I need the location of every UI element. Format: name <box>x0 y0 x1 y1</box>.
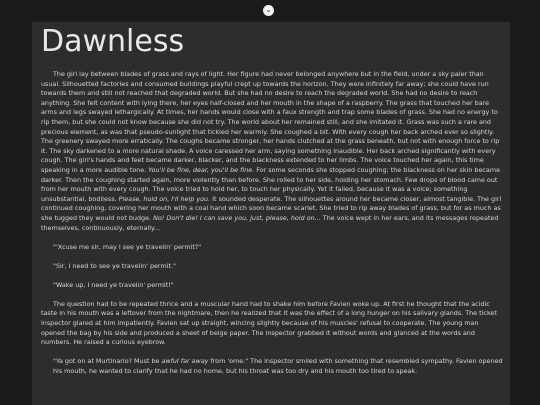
text-run: from 'ome." The inspector smiled with something that resembled sympathy. Favien opened his mouth, he wanted to clarify that he had no home, but his throat was too dry and his mouth too tired to speak. <box>53 357 503 375</box>
top-bar <box>0 0 540 22</box>
story-page <box>32 22 510 405</box>
text-run: The question had to be repeated thrice and a muscular hand had to shake him before Favien woke up. At first he thought that the acidic taste in his mouth was a leftover from the nightmare, then he realized that it was the effect of a long hunger on his salivary glands. The ticket inspector glared at him impatiently. Favien sat up straight, wincing slightly because of his muscles' refusal to cooperate. The young man opened the bag by his side and produced a sheet of beige paper. The inspector grabbed it without words and glanced at the words and numbers. He raised a curious eyebrow. <box>41 299 497 347</box>
story-paragraph-quote <box>41 262 503 272</box>
text-run: The voice wept in her ears, and its messages repeated themselves, continuously, eternally... <box>41 213 499 232</box>
story-paragraph-quote <box>41 243 503 253</box>
italic-text: You'll be fine, dear, you'll be fine. <box>148 165 255 174</box>
italic-text: Please, hold on, I'll help you. <box>118 194 211 203</box>
story-body <box>41 70 503 386</box>
story-paragraph <box>41 300 503 348</box>
text-run: The girl lay between blades of grass and rays of light. Her figure had never belonged anywhere but in the field, under a sky paler than usual. Silhouetted factories and consumed buildings playful crept up towards the horizon. They were infinitely far away; she could have run towards them and still not reached that degraded world. But she had no desire to reach the degraded world. She had no desire to reach anything. She felt content with lying there, her eyes half-closed and her mouth in the shape of a raspberry. The grass that touched her bare arms and legs swayed lethargically. At times, her hands would close with a faux strength and trap some blades of grass. She had no energy to rip them, but she could not know because she did not try. The world about her remained still, and she imitated it. Grass was such a rare and precious element, as was that pseudo-sunlight that tickled her warmly. She coughed a bit. With every cough her back arched ever so slightly. The greenery swayed more erratically. The coughs became stronger, her hands clutched at the grass beneath, but not with enough force to rip it. The sky darkened to a more natural shade. A voice caressed her arm, saying something inaudible. Her back arched significantly with every cough. The girl's hands and feet became darker, blacker, and the blackness extended to her limbs. The voice touched her again, this time speaking in a more audible tone. <box>41 70 500 174</box>
story-paragraph-quote <box>41 281 503 291</box>
story-paragraph <box>41 70 503 233</box>
text-run: It sounded desperate. The silhouettes around her became closer, almost tangible. The girl continued coughing, covering her mouth with a coal hand which soon became scarlet. She tried to rip away blades of grass, but for as much as she tugged they would not budge. <box>41 194 502 222</box>
text-run: For some seconds she stopped coughing; the blackness on her skin became darker. Then the coughing started again, more violently than before. She rolled to her side, holding her stomach. Few drops of blood came out from her mouth with every cough. The voice tried to hold her, to touch her physically. Yet it failed, because it was a voice; something unsubstantial, bodiless. <box>41 165 500 203</box>
text-run: "Wake up, I need ye travelin' permit!" <box>53 280 174 289</box>
text-run: "Ya got on at Murtinario? Must be <box>53 357 162 366</box>
text-run: "'Xcuse me sir, may I see ye travelin' permit?" <box>53 242 202 251</box>
text-run: "Sir, I need to see ye travelin' permit." <box>53 261 176 270</box>
chevron-down-icon[interactable]: ⌄ <box>263 5 274 16</box>
italic-text: awful far away <box>161 357 209 366</box>
italic-text: No! Don't die! I can save you, just, please, hold on... <box>153 213 321 222</box>
story-paragraph <box>41 357 503 376</box>
page-title: Dawnless <box>41 24 185 59</box>
